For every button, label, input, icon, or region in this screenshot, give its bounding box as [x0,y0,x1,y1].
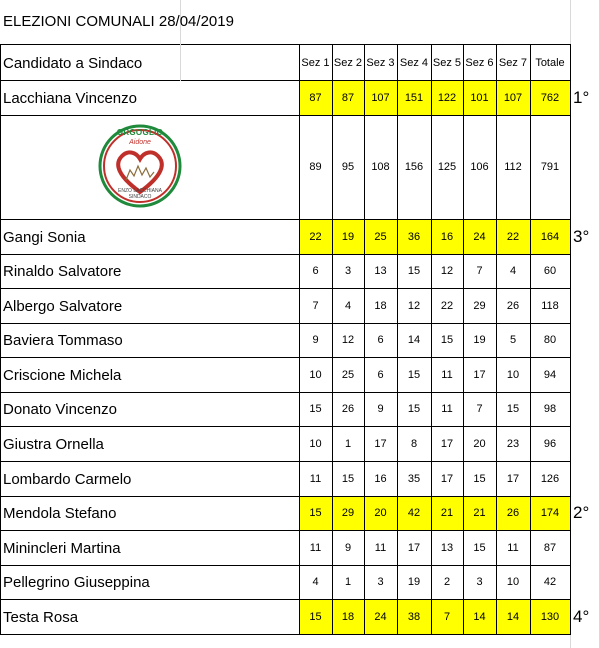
section-cell: 15 [407,368,421,381]
total-cell: 118 [541,299,559,312]
section-cell: 13 [374,265,387,277]
section-cell: 20 [473,437,486,450]
section-cell: 5 [509,334,517,346]
total-cell: 762 [540,91,560,104]
section-cell: 7 [476,265,483,277]
total-cell: 94 [543,368,557,381]
rank-label: 2° [573,503,590,522]
section-cell: 107 [503,91,523,104]
section-cell: 17 [407,541,421,554]
section-cell: 125 [437,161,457,173]
section-cell: 7 [443,610,451,623]
section-cell: 17 [374,437,387,450]
section-cell: 17 [506,472,520,485]
section-cell: 18 [341,610,355,623]
section-cell: 3 [344,265,352,277]
table-row [0,255,570,289]
column-header: Sez 1 [301,57,330,69]
candidate-name: Gangi Sonia [3,228,86,246]
section-cell: 26 [341,403,355,415]
section-cell: 122 [437,91,457,104]
section-cell: 19 [341,230,355,243]
total-cell: 164 [540,230,560,243]
section-cell: 26 [506,507,520,519]
section-cell: 10 [506,368,520,381]
section-cell: 17 [440,472,454,485]
column-header: Totale [535,57,565,69]
section-cell: 6 [377,368,384,381]
column-header: Sez 7 [498,57,528,69]
section-cell: 13 [440,541,454,554]
logo-text: ENZO LACCHIANA SINDACO [118,188,162,200]
section-cell: 4 [509,265,517,277]
section-cell: 25 [341,368,355,381]
section-cell: 4 [312,576,319,588]
section-cell: 12 [341,334,355,346]
table-row [0,427,570,462]
section-cell: 106 [470,161,489,173]
table-row [0,600,590,635]
total-cell: 126 [540,472,560,485]
section-cell: 11 [441,403,453,415]
table-row [0,566,570,600]
section-cell: 7 [476,403,483,415]
section-cell: 14 [407,334,421,346]
table-row [0,393,570,427]
section-cell: 12 [407,299,421,312]
section-cell: 89 [309,161,322,173]
section-cell: 14 [506,610,520,623]
section-cell: 35 [407,472,421,485]
section-cell: 29 [341,507,355,519]
column-border [364,44,365,635]
grid-line [180,44,181,81]
column-header: Sez 5 [432,57,462,69]
column-border [530,44,531,635]
section-cell: 21 [473,507,486,519]
section-cell: 15 [309,403,322,415]
total-cell: 80 [543,334,557,346]
section-cell: 87 [309,91,322,104]
column-border [463,44,464,635]
section-cell: 21 [440,507,454,519]
section-cell: 10 [309,437,322,450]
section-cell: 18 [374,299,387,312]
column-border [397,44,398,635]
section-cell: 108 [371,161,390,173]
section-cell: 107 [371,91,390,104]
section-cell: 11 [374,541,387,554]
section-cell: 15 [407,403,421,415]
section-cell: 16 [440,230,454,243]
section-cell: 24 [374,610,387,623]
section-cell: 2 [443,576,451,588]
section-cell: 12 [440,265,454,277]
candidate-name: Donato Vincenzo [3,401,117,418]
column-header: Sez 3 [366,57,395,69]
total-cell: 42 [543,576,557,588]
total-cell: 87 [543,541,557,554]
section-cell: 29 [473,299,486,312]
section-cell: 9 [377,403,384,415]
section-cell: 22 [440,299,454,312]
section-cell: 25 [374,230,387,243]
section-cell: 7 [312,299,319,312]
table-row [0,81,590,116]
table-row [0,116,570,220]
section-cell: 112 [504,161,522,173]
candidate-name: Rinaldo Salvatore [3,263,122,280]
section-cell: 6 [377,334,384,346]
section-cell: 15 [440,334,454,346]
table-row [0,289,570,324]
table-row [0,462,570,497]
section-cell: 19 [473,334,486,346]
section-cell: 3 [476,576,483,588]
section-cell: 15 [473,472,486,485]
column-border [496,44,497,635]
section-cell: 9 [344,541,352,554]
section-cell: 156 [404,161,424,173]
section-cell: 101 [470,91,489,104]
column-border [0,44,1,635]
candidate-column-header: Candidato a Sindaco [3,55,143,72]
section-cell: 11 [309,472,322,485]
candidate-name: Pellegrino Giuseppina [3,574,150,591]
rank-label: 4° [573,606,590,626]
candidate-name: Criscione Michela [3,366,122,384]
section-cell: 6 [312,265,319,277]
section-cell: 22 [309,230,322,243]
section-cell: 36 [407,230,421,243]
section-cell: 15 [309,610,322,623]
table-row [0,497,590,531]
total-cell: 791 [540,161,560,173]
column-header: Sez 4 [399,57,429,69]
section-cell: 15 [473,541,486,554]
section-cell: 10 [506,576,520,588]
rank-label: 3° [573,226,590,246]
section-cell: 42 [407,507,421,519]
section-cell: 24 [473,230,486,243]
section-cell: 38 [407,610,421,623]
section-cell: 15 [309,507,322,519]
total-cell: 96 [543,437,557,450]
candidate-name: Albergo Salvatore [3,297,123,315]
candidate-name: Minincleri Martina [3,539,121,557]
section-cell: 19 [407,576,421,588]
section-cell: 4 [344,299,352,312]
candidate-name: Lombardo Carmelo [3,470,132,488]
section-cell: 11 [441,368,453,381]
section-cell: 87 [341,91,355,104]
table-row [0,220,590,255]
total-cell: 130 [540,610,560,623]
column-header: Sez 6 [465,57,494,69]
section-cell: 151 [404,91,424,104]
header-row [0,45,570,81]
section-cell: 22 [506,230,520,243]
section-cell: 9 [312,334,319,346]
logo-text: Aidone [129,139,151,146]
section-cell: 15 [341,472,355,485]
total-cell: 98 [543,403,557,415]
column-border [431,44,432,635]
table-row [0,324,570,358]
table-row [0,531,570,566]
section-cell: 26 [506,299,520,312]
section-cell: 20 [374,507,387,519]
section-cell: 23 [506,437,520,450]
logo-text: ORGOGLIO [116,128,164,137]
section-cell: 8 [410,437,418,450]
column-border [570,44,571,635]
total-cell: 60 [543,265,557,277]
section-cell: 15 [407,265,421,277]
section-cell: 11 [507,541,519,554]
column-border [299,44,300,635]
section-cell: 17 [440,437,454,450]
candidate-name: Lacchiana Vincenzo [3,89,137,107]
total-cell: 174 [540,507,560,519]
section-cell: 3 [377,576,384,588]
section-cell: 95 [341,161,355,173]
section-cell: 1 [344,576,352,588]
section-cell: 15 [506,403,520,415]
sheet-title: ELEZIONI COMUNALI 28/04/2019 [3,13,234,30]
column-header: Sez 2 [333,57,363,69]
column-border [332,44,333,635]
rank-label: 1° [573,87,590,107]
section-cell: 11 [309,541,322,554]
table-row [0,358,570,393]
section-cell: 14 [473,610,486,623]
candidate-name: Testa Rosa [3,608,79,626]
candidate-name: Mendola Stefano [3,505,117,522]
candidate-name: Giustra Ornella [3,435,104,453]
section-cell: 1 [344,437,352,450]
section-cell: 17 [473,368,486,381]
section-cell: 10 [309,368,322,381]
section-cell: 16 [374,472,387,485]
candidate-name: Baviera Tommaso [3,332,123,349]
